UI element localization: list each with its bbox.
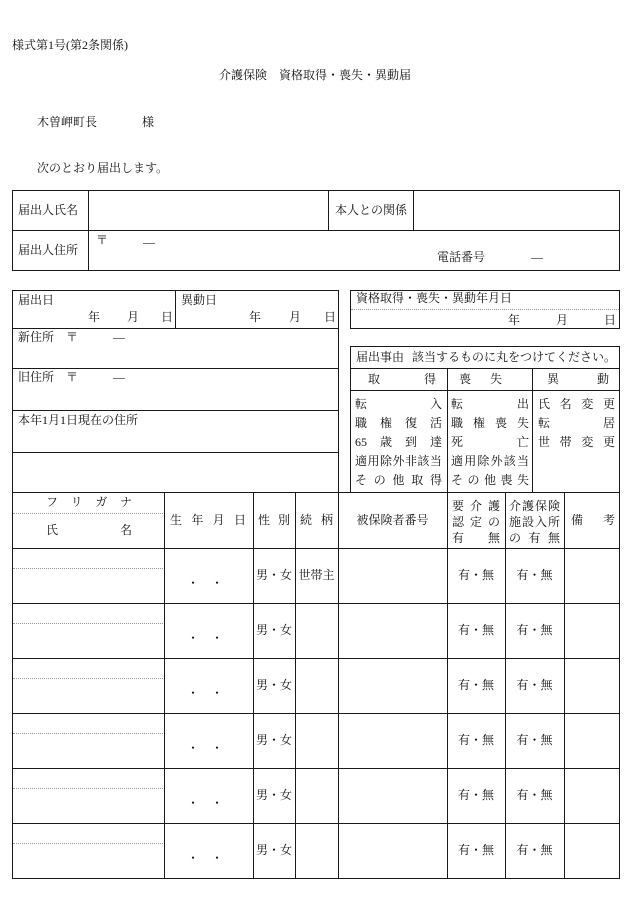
reason-option-acquisition <box>355 472 442 488</box>
member-birthdate-marks <box>187 575 223 591</box>
furigana-divider <box>13 623 163 624</box>
table-rule <box>328 190 329 231</box>
table-rule <box>12 823 620 824</box>
change-month-unit: 月 <box>289 310 302 324</box>
furigana-divider <box>13 733 163 734</box>
glyph: 喪 <box>459 372 472 386</box>
new-address-postal-mark: 〒 <box>66 330 79 344</box>
phone-label: 電話番号 <box>437 250 486 264</box>
glyph: ・ <box>187 576 200 590</box>
table-rule <box>12 548 620 549</box>
glyph: 失 <box>516 473 529 487</box>
status-month-unit: 月 <box>556 313 569 327</box>
glyph: 護 <box>521 499 534 513</box>
status-year-unit: 年 <box>508 313 521 327</box>
table-rule <box>12 230 620 231</box>
reason-option-loss <box>451 472 529 488</box>
glyph: フ <box>46 495 59 509</box>
member-care-certification-choice: 有・無 <box>457 678 494 692</box>
old-address-postal-dash: — <box>113 370 125 384</box>
change-day-unit: 日 <box>324 310 337 324</box>
notifier-address-label: 届出人住所 <box>18 243 79 257</box>
glyph: の <box>487 515 500 529</box>
glyph: 歳 <box>379 435 392 449</box>
status-day-unit: 日 <box>604 313 617 327</box>
form-number: 様式第1号(第2条関係) <box>12 38 128 52</box>
glyph: 動 <box>596 372 609 386</box>
glyph: 転 <box>355 397 368 411</box>
glyph: 更 <box>602 397 615 411</box>
table-rule <box>295 492 296 879</box>
table-rule <box>12 658 620 659</box>
table-rule <box>12 713 620 714</box>
glyph: ・ <box>187 796 200 810</box>
header-remarks <box>571 512 615 528</box>
member-birthdate-marks <box>187 850 223 866</box>
glyph: 当 <box>516 454 529 468</box>
member-gender-choice: 男・女 <box>255 623 292 637</box>
glyph: 備 <box>571 513 584 527</box>
glyph: ・ <box>211 631 224 645</box>
header-gender <box>258 512 290 528</box>
table-rule <box>88 190 89 271</box>
table-rule <box>12 603 620 604</box>
member-facility-admission-choice: 有・無 <box>516 843 553 857</box>
old-address-postal-mark: 〒 <box>66 370 79 384</box>
header-insured-number: 被保険者番号 <box>356 513 429 527</box>
glyph: 名 <box>559 397 572 411</box>
furigana-divider <box>13 678 163 679</box>
glyph: 介 <box>509 499 522 513</box>
table-rule <box>532 368 533 493</box>
table-rule <box>413 190 414 231</box>
glyph: 年 <box>191 513 204 527</box>
old-address-label: 旧住所 <box>18 370 55 384</box>
member-gender-choice: 男・女 <box>255 788 292 802</box>
glyph: 性 <box>258 513 271 527</box>
member-gender-choice: 男・女 <box>255 733 292 747</box>
member-facility-admission-choice: 有・無 <box>516 623 553 637</box>
filing-date-label: 届出日 <box>18 293 55 307</box>
glyph: 設 <box>521 515 534 529</box>
phone-dash: — <box>531 250 543 264</box>
member-facility-admission-choice: 有・無 <box>516 788 553 802</box>
glyph: 職 <box>355 416 368 430</box>
glyph: ・ <box>187 741 200 755</box>
glyph: そ <box>355 473 368 487</box>
glyph: 権 <box>472 416 485 430</box>
glyph: 入 <box>429 397 442 411</box>
glyph: 得 <box>423 372 436 386</box>
new-address-label: 新住所 <box>18 330 55 344</box>
glyph: 無 <box>487 531 500 545</box>
glyph: 該 <box>417 454 430 468</box>
glyph: 有 <box>528 531 541 545</box>
glyph: 更 <box>602 435 615 449</box>
table-rule <box>12 452 339 453</box>
glyph: ・ <box>187 851 200 865</box>
member-gender-choice: 男・女 <box>255 678 292 692</box>
glyph: の <box>373 473 386 487</box>
glyph: ・ <box>187 686 200 700</box>
glyph: 取 <box>411 473 424 487</box>
glyph: 世 <box>538 435 551 449</box>
member-birthdate-marks <box>187 685 223 701</box>
reason-option-acquisition <box>355 396 442 412</box>
glyph: ナ <box>119 495 132 509</box>
glyph: 無 <box>547 531 560 545</box>
glyph: 亡 <box>516 435 529 449</box>
glyph: ・ <box>211 796 224 810</box>
glyph: そ <box>451 473 464 487</box>
glyph: 権 <box>379 416 392 430</box>
filing-day-unit: 日 <box>161 310 174 324</box>
glyph: 居 <box>602 416 615 430</box>
reason-option-acquisition <box>355 415 442 431</box>
glyph: 転 <box>538 416 551 430</box>
glyph: 得 <box>429 473 442 487</box>
glyph <box>199 575 211 591</box>
reason-option-loss <box>451 415 529 431</box>
table-rule <box>12 410 339 411</box>
intro-text: 次のとおり届出します。 <box>37 161 169 175</box>
glyph: 異 <box>547 372 560 386</box>
glyph: 別 <box>277 513 290 527</box>
reason-option-loss <box>451 453 529 469</box>
glyph: 定 <box>469 515 482 529</box>
glyph: 適 <box>451 454 464 468</box>
glyph: 外 <box>392 454 405 468</box>
member-care-certification-choice: 有・無 <box>457 733 494 747</box>
member-care-certification-choice: 有・無 <box>457 623 494 637</box>
header-care-certification-line1 <box>452 498 500 514</box>
filing-year-unit: 年 <box>88 310 101 324</box>
reason-option-acquisition <box>355 453 442 469</box>
table-rule <box>350 390 620 391</box>
glyph: 該 <box>503 454 516 468</box>
glyph: 失 <box>489 372 502 386</box>
table-rule <box>12 368 339 369</box>
glyph: 外 <box>490 454 503 468</box>
glyph: 柄 <box>320 513 333 527</box>
change-year-unit: 年 <box>249 310 262 324</box>
glyph: 介 <box>469 499 482 513</box>
form-title: 介護保険 資格取得・喪失・異動届 <box>218 68 411 82</box>
postal-mark: 〒 <box>96 233 109 247</box>
member-gender-choice: 男・女 <box>255 843 292 857</box>
header-care-certification-line3 <box>452 530 500 546</box>
glyph <box>199 630 211 646</box>
member-care-certification-choice: 有・無 <box>457 568 494 582</box>
glyph: 65 <box>355 435 367 449</box>
glyph: 失 <box>516 416 529 430</box>
member-birthdate-marks <box>187 740 223 756</box>
filing-month-unit: 月 <box>127 310 140 324</box>
reason-header-loss <box>459 371 502 387</box>
member-relationship: 世帯主 <box>298 568 335 582</box>
furigana-divider <box>13 843 163 844</box>
table-rule <box>12 768 620 769</box>
header-facility-admission-line3 <box>509 530 560 546</box>
jan1-address-label: 本年1月1日現在の住所 <box>18 413 139 427</box>
glyph: 生 <box>170 513 183 527</box>
status-date-divider <box>351 309 619 310</box>
member-facility-admission-choice: 有・無 <box>516 678 553 692</box>
furigana-divider <box>13 568 163 569</box>
glyph: 出 <box>516 397 529 411</box>
furigana-divider <box>13 513 163 514</box>
glyph: 用 <box>464 454 477 468</box>
table-rule <box>447 368 448 493</box>
reason-instruction: 該当するものに丸をつけてください。 <box>412 350 617 364</box>
member-birthdate-marks <box>187 795 223 811</box>
glyph: 護 <box>487 499 500 513</box>
glyph: 復 <box>404 416 417 430</box>
glyph: 日 <box>233 513 246 527</box>
header-birthdate <box>170 512 246 528</box>
reason-header-acquisition <box>368 371 436 387</box>
member-facility-admission-choice: 有・無 <box>516 733 553 747</box>
postal-dash: — <box>143 235 155 249</box>
glyph: 喪 <box>500 473 513 487</box>
header-care-certification-line2 <box>452 514 500 530</box>
glyph <box>199 740 211 756</box>
member-care-certification-choice: 有・無 <box>457 843 494 857</box>
reason-option-change <box>538 434 615 450</box>
glyph: ・ <box>211 741 224 755</box>
reason-option-loss <box>451 434 529 450</box>
glyph: 達 <box>429 435 442 449</box>
glyph <box>199 850 211 866</box>
glyph: 適 <box>355 454 368 468</box>
table-rule <box>350 368 620 369</box>
glyph: 変 <box>581 435 594 449</box>
table-rule <box>564 492 565 879</box>
reason-option-change <box>538 396 615 412</box>
glyph: 活 <box>429 416 442 430</box>
glyph: 入 <box>534 515 547 529</box>
glyph: 他 <box>483 473 496 487</box>
glyph: の <box>509 531 522 545</box>
table-rule <box>175 290 176 329</box>
member-care-certification-choice: 有・無 <box>457 788 494 802</box>
glyph <box>199 795 211 811</box>
glyph: リ <box>70 495 83 509</box>
member-facility-admission-choice: 有・無 <box>516 568 553 582</box>
glyph: 施 <box>509 515 522 529</box>
glyph: 変 <box>581 397 594 411</box>
glyph: 月 <box>212 513 225 527</box>
glyph: 喪 <box>494 416 507 430</box>
glyph: 保 <box>534 499 547 513</box>
glyph: 用 <box>367 454 380 468</box>
glyph: 険 <box>547 499 560 513</box>
glyph <box>199 685 211 701</box>
glyph: 名 <box>119 523 132 537</box>
glyph: 職 <box>451 416 464 430</box>
glyph: 有 <box>452 531 465 545</box>
table-rule <box>338 492 339 879</box>
reason-option-change <box>538 415 615 431</box>
glyph: 氏 <box>46 523 59 537</box>
member-gender-choice: 男・女 <box>255 568 292 582</box>
status-date-label: 資格取得・喪失・異動年月日 <box>356 291 513 305</box>
new-address-postal-dash: — <box>113 330 125 344</box>
glyph: ・ <box>211 851 224 865</box>
notifier-name-label: 届出人氏名 <box>18 203 79 217</box>
glyph: 氏 <box>538 397 551 411</box>
glyph: 要 <box>452 499 465 513</box>
furigana-divider <box>13 788 163 789</box>
glyph: 非 <box>404 454 417 468</box>
member-birthdate-marks <box>187 630 223 646</box>
glyph: 認 <box>452 515 465 529</box>
glyph: ・ <box>211 576 224 590</box>
glyph: 帯 <box>559 435 572 449</box>
change-date-label: 異動日 <box>181 293 218 307</box>
glyph: 転 <box>451 397 464 411</box>
glyph: 除 <box>477 454 490 468</box>
glyph: ・ <box>211 686 224 700</box>
glyph: 考 <box>602 513 615 527</box>
glyph: ・ <box>187 631 200 645</box>
addressee-honorific: 様 <box>142 115 155 129</box>
header-furigana <box>46 494 132 510</box>
glyph: 他 <box>392 473 405 487</box>
header-facility-admission-line1 <box>509 498 560 514</box>
glyph: 除 <box>379 454 392 468</box>
reason-label: 届出事由 <box>356 350 405 364</box>
glyph: ガ <box>95 495 108 509</box>
glyph: 所 <box>547 515 560 529</box>
glyph: の <box>467 473 480 487</box>
header-name <box>46 522 132 538</box>
glyph: 到 <box>404 435 417 449</box>
reason-header-change <box>547 371 609 387</box>
glyph: 死 <box>451 435 464 449</box>
glyph: 当 <box>429 454 442 468</box>
addressee-name: 木曽岬町長 <box>37 115 98 129</box>
table-rule <box>164 492 165 879</box>
glyph: 取 <box>368 372 381 386</box>
relation-label: 本人との関係 <box>335 203 408 217</box>
reason-option-acquisition <box>355 434 442 450</box>
header-relationship <box>300 512 333 528</box>
glyph: 続 <box>300 513 313 527</box>
header-facility-admission-line2 <box>509 514 560 530</box>
reason-option-loss <box>451 396 529 412</box>
